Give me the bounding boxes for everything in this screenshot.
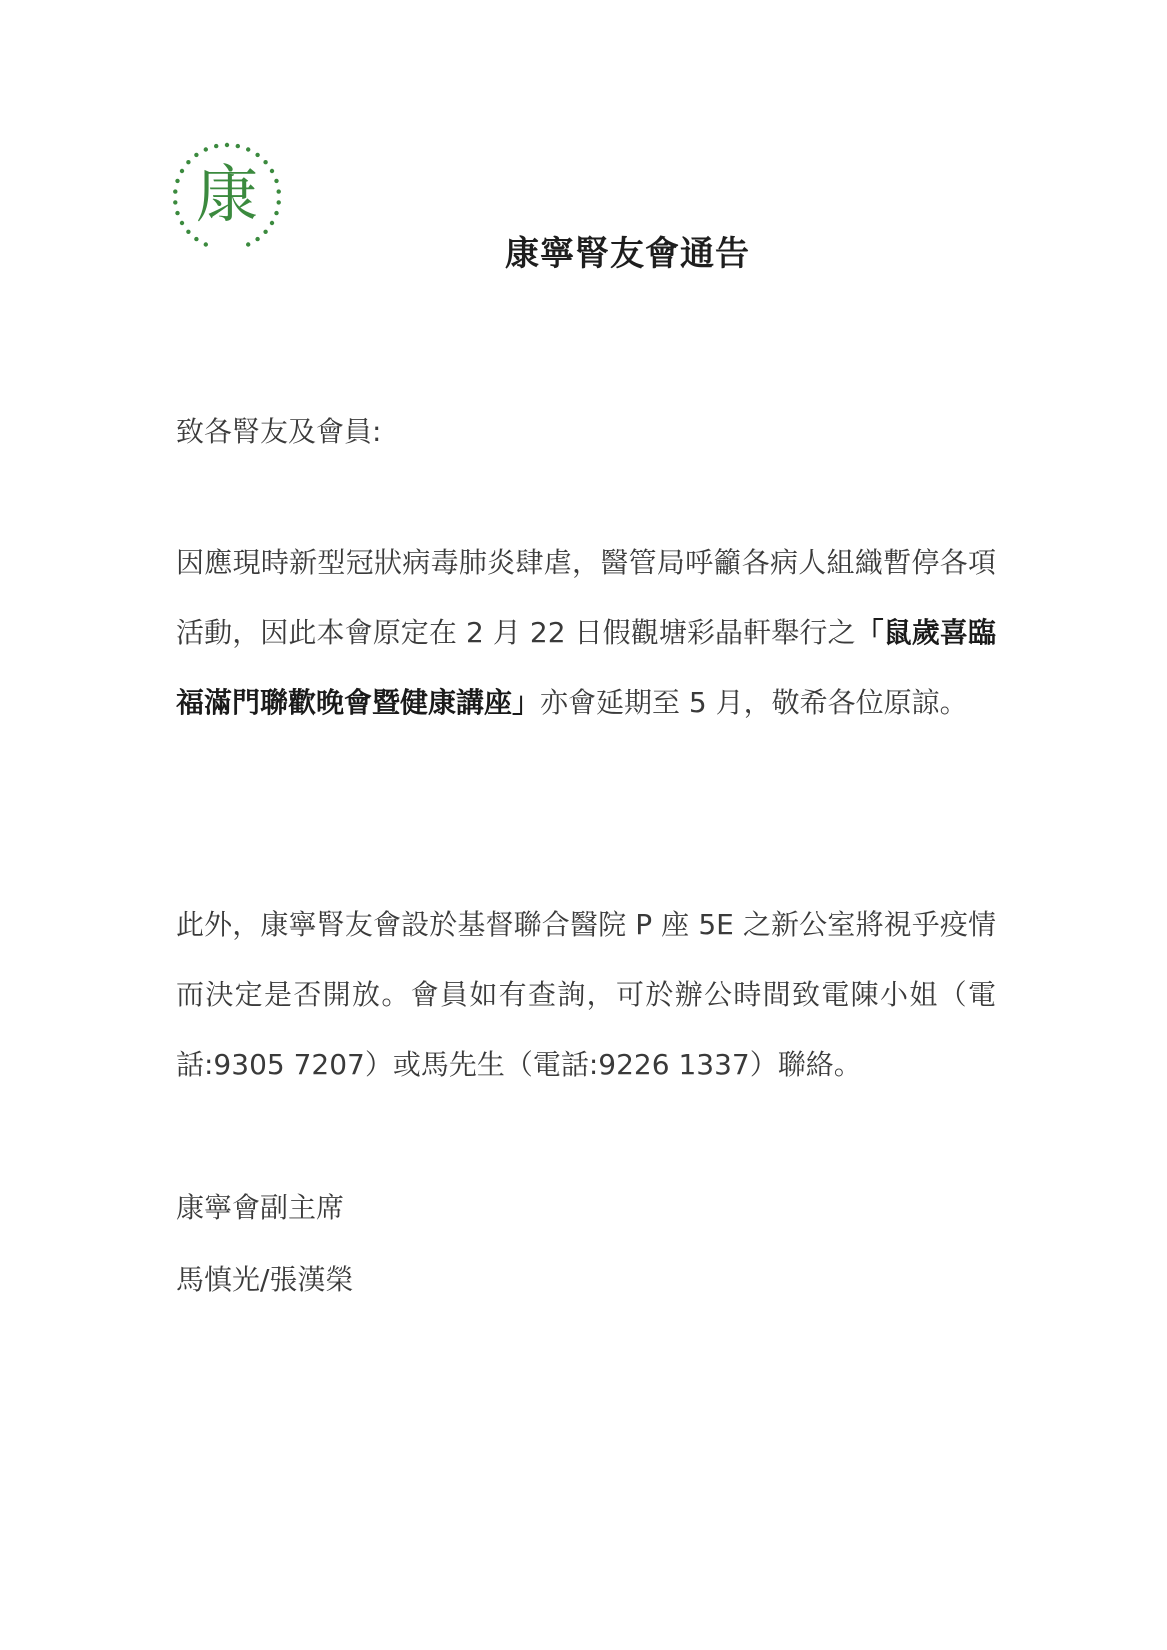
logo-ring-dot bbox=[204, 147, 208, 151]
logo-ring-dot bbox=[277, 200, 281, 204]
logo-glyph: 康 bbox=[195, 158, 259, 231]
signoff-names: 馬慎光/張漢榮 bbox=[176, 1263, 354, 1296]
logo-ring-dot bbox=[173, 200, 177, 204]
logo-ring-dot bbox=[194, 237, 198, 241]
logo-ring-dot bbox=[263, 160, 267, 164]
logo-ring-dot bbox=[255, 237, 259, 241]
paragraph-postponement-intro: 因應現時新型冠狀病毒肺炎肆虐，醫管局呼籲各病人組織暫停各項活動，因此本會原定在 2 月 22 日假觀塘彩晶軒舉行之 bbox=[176, 546, 996, 649]
logo-ring-dot bbox=[186, 230, 190, 234]
logo-ring-dot bbox=[277, 189, 281, 193]
logo-ring-dot bbox=[194, 153, 198, 157]
logo-ring-dot bbox=[255, 153, 259, 157]
logo-ring-dot bbox=[236, 144, 240, 148]
logo-ring-dot bbox=[175, 179, 179, 183]
logo-ring-dot bbox=[274, 179, 278, 183]
logo-ring-dot bbox=[270, 169, 274, 173]
club-seal-icon bbox=[168, 136, 286, 258]
club-logo-icon bbox=[168, 136, 286, 258]
logo-ring-dot bbox=[270, 221, 274, 225]
logo-ring-dot bbox=[173, 189, 177, 193]
logo-ring-dot bbox=[263, 230, 267, 234]
logo-ring-dot bbox=[186, 160, 190, 164]
logo-ring-dot bbox=[274, 211, 278, 215]
logo-ring-dot bbox=[204, 242, 208, 246]
logo-ring-dot bbox=[246, 242, 250, 246]
logo-ring-dot bbox=[225, 143, 229, 147]
logo-ring-dot bbox=[175, 211, 179, 215]
signoff-title: 康寧會副主席 bbox=[176, 1191, 345, 1224]
salutation: 致各腎友及會員: bbox=[176, 415, 382, 448]
paragraph-office-contact: 此外，康寧腎友會設於基督聯合醫院 P 座 5E 之新公室將視乎疫情而決定是否開放。會員如有查詢，可於辦公時間致電陳小姐（電話:9305 7207）或馬先生（電話:9226 1337）聯絡。 bbox=[176, 908, 996, 1081]
paragraph-postponement-outro: 亦會延期至 5 月，敬希各位原諒。 bbox=[540, 686, 968, 719]
logo-ring-dot bbox=[180, 169, 184, 173]
paragraph-postponement bbox=[176, 528, 996, 738]
logo-ring-dot bbox=[214, 144, 218, 148]
notice-title: 康寧腎友會通告 bbox=[505, 234, 750, 274]
logo-ring-dot bbox=[246, 147, 250, 151]
logo-ring-dot bbox=[180, 221, 184, 225]
event-name: 「鼠歲喜臨福滿門聯歡晚會暨健康講座」 bbox=[176, 616, 996, 719]
